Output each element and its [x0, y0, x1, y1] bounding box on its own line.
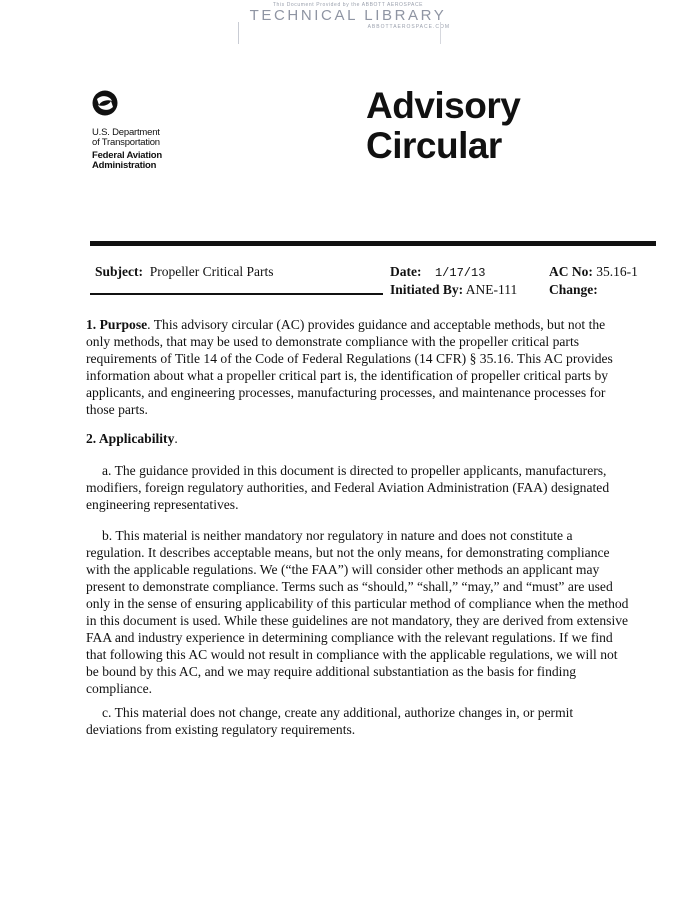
purpose-paragraph	[86, 316, 632, 418]
date-value: 1/17/13	[434, 266, 486, 280]
agency-block	[92, 128, 162, 171]
library-watermark	[238, 2, 458, 30]
date-field	[390, 263, 485, 282]
subject-underline	[90, 293, 383, 295]
applicability-heading-line	[86, 430, 632, 447]
initiated-field	[390, 281, 517, 298]
document-title	[366, 86, 520, 166]
subject-value: Propeller Critical Parts	[149, 264, 274, 279]
date-label: Date:	[390, 264, 422, 279]
subject-label: Subject:	[95, 264, 143, 279]
watermark-site: ABBOTTAEROSPACE.COM	[367, 24, 450, 30]
initiated-value: ANE-111	[465, 282, 518, 297]
applicability-period: .	[174, 431, 178, 446]
faa-line-1: Federal Aviation	[92, 150, 163, 161]
dept-line-1: U.S. Department	[92, 127, 160, 138]
subject-field	[95, 263, 273, 280]
header-divider	[90, 241, 656, 246]
acno-field	[549, 263, 638, 280]
initiated-label: Initiated By:	[390, 282, 464, 297]
dept-line-2: of Transportation	[92, 137, 160, 148]
paragraph-b: b. This material is neither mandatory nor regulatory in nature and does not constitute a regulation. It describes acceptable means, but not the only means, for demonstrating compliance with the applicable regulations. We (“the FAA”) will consider other methods an applicant may present to demonstrate compliance. Terms such as “should,” “shall,” “may,” and “must” are used only in the sense of ensuring applicability of this particular method of compliance when the method in this document is used. While these guidelines are not mandatory, they are derived from extensive FAA and industry experience in determining compliance with the relevant regulations. If we find that following this AC would not result in compliance with the applicable regulations, we will not be bound by this AC, and we may require additional substantiation as the basis for finding compliance.	[86, 528, 629, 696]
paragraph-a: a. The guidance provided in this document is directed to propeller applicants, manufacturers, modifiers, foreign regulatory authorities, and Federal Aviation Administration (FAA) designated engineering representatives.	[86, 463, 610, 512]
applicability-heading: 2. Applicability	[86, 431, 175, 446]
faa-line-2: Administration	[92, 160, 157, 171]
purpose-text: . This advisory circular (AC) provides guidance and acceptable methods, but not the only methods, that may be used to demonstrate compliance with the propeller critical parts requirements of Title 14 of the Code of Federal Regulations (14 CFR) § 35.16. This AC provides information about what a propeller critical part is, the identification of propeller critical parts by applicants, and engineering processes, manufacturing processes, and maintenance processes for those parts.	[86, 317, 613, 417]
watermark-rule-left	[238, 22, 239, 44]
change-label: Change:	[549, 282, 598, 297]
change-field	[549, 281, 598, 298]
title-line-2: Circular	[366, 125, 502, 166]
watermark-rule-right	[440, 22, 441, 44]
watermark-line-1: This Document Provided by the ABBOTT AEROSPACE	[272, 2, 424, 8]
dot-logo-icon	[92, 90, 118, 116]
watermark-line-2: TECHNICAL LIBRARY	[249, 7, 447, 24]
acno-label: AC No:	[549, 264, 593, 279]
title-line-1: Advisory	[366, 85, 521, 126]
acno-value: 35.16-1	[596, 264, 638, 279]
paragraph-c: c. This material does not change, create any additional, authorize changes in, or permit deviations from existing regulatory requirements.	[86, 705, 574, 737]
purpose-heading: 1. Purpose	[86, 317, 148, 332]
